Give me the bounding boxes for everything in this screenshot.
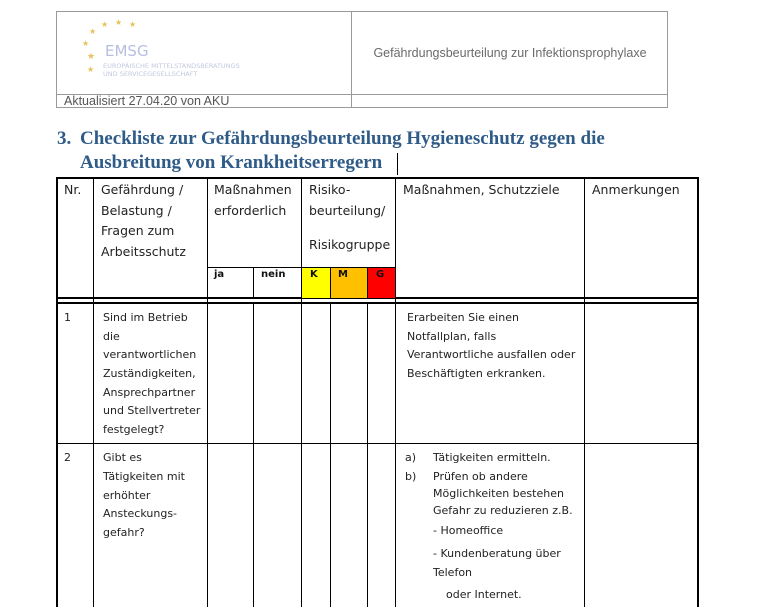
- row-number: 2: [64, 451, 71, 464]
- table-border: [56, 302, 699, 304]
- row-measure-line: Tätigkeiten ermitteln.: [433, 451, 551, 464]
- row-measure-line: - Homeoffice: [433, 524, 504, 537]
- svg-text:★: ★: [87, 65, 95, 74]
- header-divider: [351, 12, 352, 107]
- logo-tagline: EUROPÄISCHE MITTELSTANDSBERATUNGS: [103, 62, 240, 70]
- row-measure-line: Beschäftigten erkranken.: [407, 367, 546, 380]
- row-measure-line: Erarbeiten Sie einen: [407, 311, 519, 324]
- row-measure-line: Telefon: [433, 566, 473, 579]
- logo-wordmark: EMSG: [105, 42, 149, 60]
- column-header-risk-group: Risikogruppe: [309, 237, 391, 252]
- table-rule: [584, 177, 585, 607]
- table-rule: [56, 443, 699, 444]
- table-rule: [93, 177, 94, 607]
- subheader-no: nein: [261, 269, 286, 280]
- column-header-risk: Risiko-: [309, 182, 351, 197]
- row-question-line: die: [103, 330, 120, 343]
- document-title: Gefährdungsbeurteilung zur Infektionsprophylaxe: [373, 46, 647, 60]
- table-rule: [367, 304, 368, 607]
- risk-label-medium: M: [338, 269, 348, 280]
- table-rule: [301, 177, 302, 607]
- document-header: [56, 11, 668, 108]
- risk-medium-cell: [331, 268, 367, 298]
- section-number: 3.: [57, 128, 72, 149]
- column-header-nr: Nr.: [64, 182, 82, 197]
- column-header-measures: erforderlich: [214, 203, 287, 218]
- subheader-yes: ja: [214, 269, 225, 280]
- svg-text:★: ★: [82, 39, 90, 48]
- svg-text:★: ★: [101, 20, 109, 29]
- column-header-hazard: Fragen zum: [101, 223, 175, 238]
- text-cursor: [397, 153, 398, 175]
- row-measure-line: Verantwortliche ausfallen oder: [407, 348, 576, 361]
- table-rule: [253, 304, 254, 607]
- row-measure-line: Notfallplan, falls: [407, 330, 497, 343]
- section-title-line: Ausbreitung von Krankheitserregern: [80, 152, 383, 173]
- column-header-goals: Maßnahmen, Schutzziele: [403, 182, 560, 197]
- row-measure-line: Möglichkeiten bestehen: [433, 487, 564, 500]
- row-question-line: Sind im Betrieb: [103, 311, 188, 324]
- table-rule: [395, 177, 396, 607]
- column-header-hazard: Gefährdung /: [101, 182, 184, 197]
- table-rule: [330, 304, 331, 607]
- row-question-line: Ansprechpartner: [103, 386, 196, 399]
- row-measure-line: Prüfen ob andere: [433, 470, 528, 483]
- row-question-line: Ansteckungs-: [103, 507, 178, 520]
- row-question-line: gefahr?: [103, 526, 145, 539]
- row-question-line: verantwortlichen: [103, 348, 197, 361]
- svg-text:★: ★: [89, 27, 97, 36]
- column-header-hazard: Belastung /: [101, 203, 172, 218]
- row-question-line: und Stellvertreter: [103, 404, 201, 417]
- column-header-hazard: Arbeitsschutz: [101, 244, 186, 259]
- row-measure-line: - Kundenberatung über: [433, 547, 561, 560]
- table-rule: [207, 177, 208, 607]
- svg-text:★: ★: [115, 18, 123, 27]
- row-measure-line: Gefahr zu reduzieren z.B.: [433, 504, 573, 517]
- table-border: [697, 177, 699, 607]
- column-header-notes: Anmerkungen: [592, 182, 680, 197]
- risk-label-low: K: [310, 269, 318, 280]
- svg-text:★: ★: [87, 52, 96, 62]
- logo-stars-icon: [73, 18, 313, 90]
- list-marker: b): [405, 470, 417, 483]
- column-header-measures: Maßnahmen: [214, 182, 292, 197]
- company-logo: [73, 18, 313, 90]
- table-rule: [253, 268, 254, 298]
- row-question-line: Gibt es: [103, 451, 142, 464]
- column-header-risk: beurteilung/: [309, 203, 386, 218]
- section-title-line: Checkliste zur Gefährdungsbeurteilung Hygieneschutz gegen die: [80, 128, 605, 149]
- row-question-line: Zuständigkeiten,: [103, 367, 196, 380]
- table-border: [56, 177, 58, 607]
- logo-tagline: UND SERVICEGESELLSCHAFT: [103, 70, 198, 78]
- list-marker: a): [405, 451, 417, 464]
- svg-text:★: ★: [129, 20, 137, 29]
- row-question-line: festgelegt?: [103, 423, 165, 436]
- row-measure-line: oder Internet.: [446, 588, 522, 601]
- row-number: 1: [64, 311, 71, 324]
- risk-label-high: G: [376, 269, 385, 280]
- row-question-line: erhöhter: [103, 489, 151, 502]
- row-question-line: Tätigkeiten mit: [103, 470, 185, 483]
- update-note: Aktualisiert 27.04.20 von AKU: [64, 94, 230, 108]
